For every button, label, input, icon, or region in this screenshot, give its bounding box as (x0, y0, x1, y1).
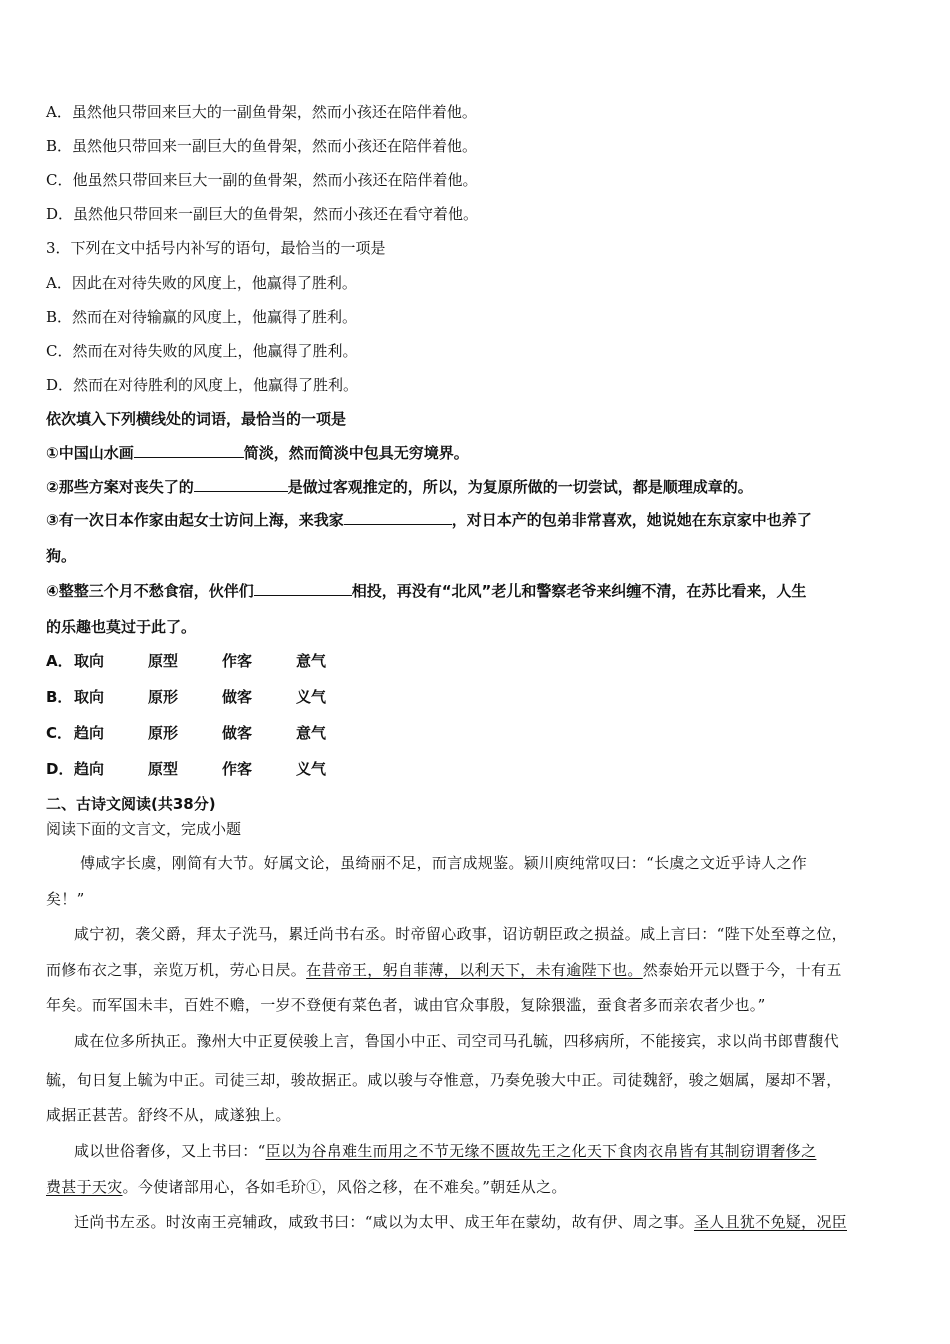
q4-sentence-4 (46, 581, 806, 601)
passage-p3-line3: 咸据正甚苦。舒终不从，咸遂独上。 (46, 1106, 291, 1124)
q4-sentence-2 (46, 477, 753, 497)
q4-option-b-word-1: 取向 (74, 688, 105, 706)
q4-option-a (46, 651, 356, 671)
q4-s2-pre: ②那些方案对丧失了的 (46, 478, 194, 496)
q4-option-c-word-3: 做客 (222, 724, 253, 742)
q4-option-c-label: C． (46, 724, 73, 742)
q4-option-a-word-4: 意气 (296, 652, 327, 670)
q2-option-a: A．虽然他只带回来巨大的一副鱼骨架，然而小孩还在陪伴着他。 (46, 103, 477, 121)
fill-blank-3[interactable] (344, 510, 452, 525)
q2-option-c: C．他虽然只带回来巨大一副的鱼骨架，然而小孩还在陪伴着他。 (46, 171, 478, 189)
q4-s4-post: 相投，再没有“北风”老儿和警察老爷来纠缠不清，在苏比看来，人生 (351, 582, 807, 600)
q3-option-b: B．然而在对待输赢的风度上，他赢得了胜利。 (46, 308, 358, 326)
passage-p2-line2-post: 然泰始开元以暨于今，十有五 (642, 961, 842, 979)
section-instruction: 阅读下面的文言文，完成小题 (46, 820, 242, 838)
q4-option-c-word-2: 原形 (148, 724, 179, 742)
passage-p5-line1 (74, 1212, 847, 1232)
q3-option-c: C．然而在对待失败的风度上，他赢得了胜利。 (46, 342, 358, 360)
passage-p2-line1: 咸宁初，袭父爵，拜太子洗马，累迁尚书右丞。时帝留心政事，诏访朝臣政之损益。咸上言曰：“陛下处至尊之位， (74, 925, 847, 943)
q4-option-a-label: A． (46, 652, 73, 670)
passage-p1-line1: 傅咸字长虞，刚简有大节。好属文论，虽绮丽不足，而言成规鉴。颍川庾纯常叹曰：“长虞之文近乎诗人之作 (80, 854, 808, 872)
q3-option-a: A．因此在对待失败的风度上，他赢得了胜利。 (46, 274, 357, 292)
q4-option-d-word-1: 趋向 (74, 760, 105, 778)
passage-p2-line2 (46, 960, 842, 980)
fill-blank-1[interactable] (134, 443, 244, 458)
q4-option-d-label: D． (46, 760, 74, 778)
q3-stem: 3．下列在文中括号内补写的语句，最恰当的一项是 (46, 239, 386, 257)
q4-stem: 依次填入下列横线处的词语，最恰当的一项是 (46, 410, 347, 428)
passage-p4-line2 (46, 1177, 567, 1197)
section-heading: 二、古诗文阅读(共38分) (46, 795, 216, 813)
passage-p3-line1: 咸在位多所执正。豫州大中正夏侯骏上言，鲁国小中正、司空司马孔毓，四移病所，不能接宾，求以尚书郎曹馥代 (74, 1032, 840, 1050)
q4-s3-post: ，对日本产的包弟非常喜欢，她说她在东京家中也养了 (451, 511, 812, 529)
passage-p3-line2: 毓，旬日复上毓为中正。司徒三却，骏故据正。咸以骏与夺惟意，乃奏免骏大中正。司徒魏舒，骏之姻属，屡却不署， (46, 1071, 842, 1089)
passage-p5-line1-pre: 迁尚书左丞。时汝南王亮辅政，咸致书曰：“咸以为太甲、成王年在蒙幼，故有伊、周之事。 (74, 1213, 694, 1231)
underlined-sentence-1: 在昔帝王，躬自菲薄，以利天下，未有逾陛下也。 (306, 961, 643, 979)
q3-option-d: D．然而在对待胜利的风度上，他赢得了胜利。 (46, 376, 359, 394)
q4-sentence-3 (46, 510, 812, 530)
q4-option-a-word-2: 原型 (148, 652, 179, 670)
q4-s1-pre: ①中国山水画 (46, 444, 134, 462)
q4-sentence-4-cont: 的乐趣也莫过于此了。 (46, 618, 197, 636)
q4-option-c-word-1: 趋向 (74, 724, 105, 742)
underlined-sentence-3: 圣人且犹不免疑，况臣 (693, 1213, 847, 1231)
q4-option-d (46, 759, 356, 779)
q4-option-d-word-2: 原型 (148, 760, 179, 778)
passage-p4-line1-pre: 咸以世俗奢侈，又上书曰：“ (74, 1142, 266, 1160)
q4-option-d-word-3: 作客 (222, 760, 253, 778)
q4-option-a-word-3: 作客 (222, 652, 253, 670)
q4-option-a-word-1: 取向 (74, 652, 105, 670)
q4-sentence-1 (46, 443, 469, 463)
q4-s4-pre: ④整整三个月不愁食宿，伙伴们 (46, 582, 254, 600)
q4-option-b-word-4: 义气 (296, 688, 327, 706)
q4-sentence-3-cont: 狗。 (46, 547, 77, 565)
q4-option-b-word-2: 原形 (148, 688, 179, 706)
underlined-sentence-2: 臣以为谷帛难生而用之不节无缘不匮故先王之化天下食肉衣帛皆有其制窃谓奢侈之 (265, 1142, 817, 1160)
q2-option-d: D．虽然他只带回来一副巨大的鱼骨架，然而小孩还在看守着他。 (46, 205, 479, 223)
q4-option-b-word-3: 做客 (222, 688, 253, 706)
q4-s3-pre: ③有一次日本作家由起女士访问上海，来我家 (46, 511, 344, 529)
q4-option-c (46, 723, 356, 743)
passage-p4-line1 (74, 1141, 816, 1161)
fill-blank-4[interactable] (254, 581, 352, 596)
passage-p1-line2: 矣！” (46, 890, 85, 908)
passage-p4-line2-post: 。今使诸部用心，各如毛玠①，风俗之移，在不难矣。”朝廷从之。 (122, 1178, 567, 1196)
q4-option-b-label: B． (46, 688, 73, 706)
passage-p2-line2-pre: 而修布衣之事，亲览万机，劳心日昃。 (46, 961, 307, 979)
q4-s1-post: 简淡，然而简淡中包具无穷境界。 (243, 444, 469, 462)
q4-option-b (46, 687, 356, 707)
passage-p2-line3: 年矣。而军国未丰，百姓不赡，一岁不登便有菜色者，诚由官众事殷，复除猥滥，蚕食者多而亲农者少也。” (46, 996, 766, 1014)
q4-option-d-word-4: 义气 (296, 760, 327, 778)
q4-option-c-word-4: 意气 (296, 724, 327, 742)
fill-blank-2[interactable] (194, 477, 288, 492)
q2-option-b: B．虽然他只带回来一副巨大的鱼骨架，然而小孩还在陪伴着他。 (46, 137, 478, 155)
q4-s2-post: 是做过客观推定的，所以，为复原所做的一切尝试，都是顺理成章的。 (287, 478, 753, 496)
underlined-sentence-2-cont: 费甚于天灾 (46, 1178, 123, 1196)
